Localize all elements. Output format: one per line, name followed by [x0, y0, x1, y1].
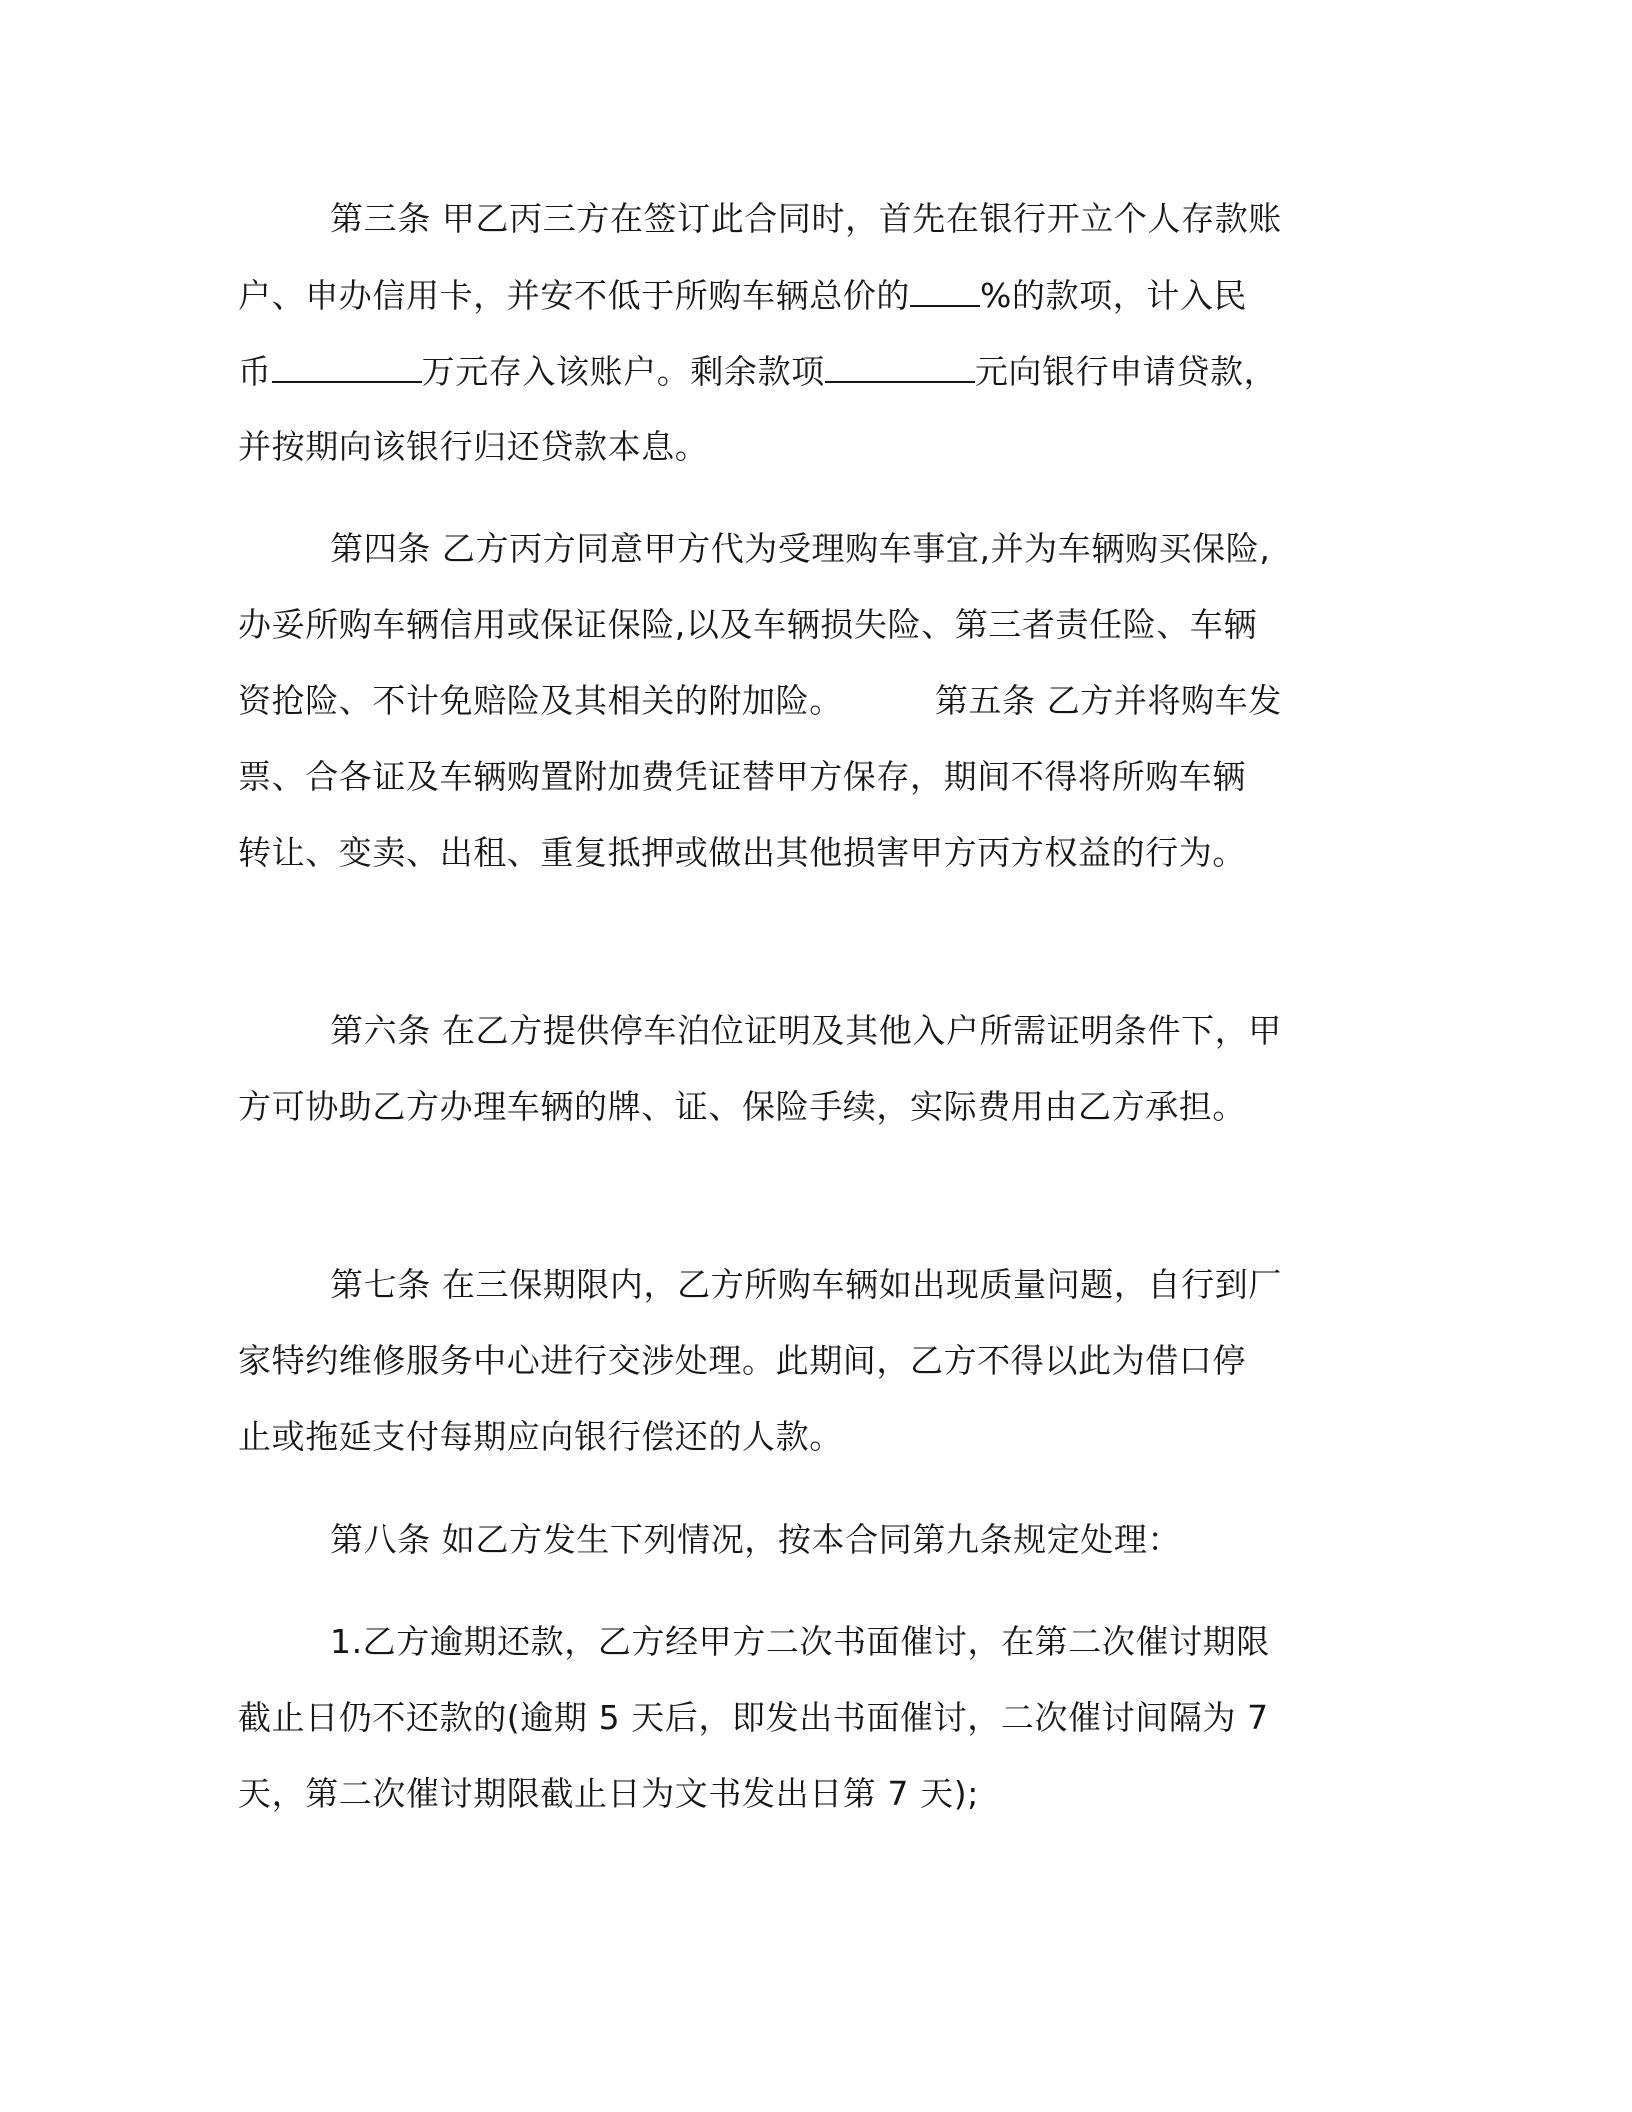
text-segment: 第五条 乙方并将购车发: [934, 681, 1282, 720]
text-line: 家特约维修服务中心进行交涉处理。此期间，乙方不得以此为借口停: [238, 1341, 1246, 1380]
text-line: [238, 275, 1247, 316]
text-segment: 户、申办信用卡，并安不低于所购车辆总价的: [238, 276, 910, 315]
fill-in-blank-remaining[interactable]: [825, 351, 975, 383]
text-line: 截止日仍不还款的(逾期 5 天后，即发出书面催讨，二次催讨间隔为 7: [238, 1698, 1269, 1737]
text-segment: 万元存入该账户。剩余款项: [421, 352, 825, 391]
text-segment: 币: [238, 352, 272, 391]
text-line: 票、合各证及车辆购置附加费凭证替甲方保存，期间不得将所购车辆: [238, 757, 1246, 796]
text-line: 并按期向该银行归还贷款本息。: [238, 427, 709, 466]
text-line: 办妥所购车辆信用或保证保险,以及车辆损失险、第三者责任险、车辆: [238, 605, 1258, 644]
text-segment: 元向银行申请贷款，: [974, 352, 1278, 391]
text-line: 止或拖延支付每期应向银行偿还的人款。: [238, 1417, 843, 1456]
text-segment: %的款项，计入民: [980, 276, 1248, 315]
text-line: 转让、变卖、出租、重复抵押或做出其他损害甲方丙方权益的行为。: [238, 833, 1246, 872]
fill-in-blank-percent[interactable]: [910, 275, 980, 307]
fill-in-blank-amount[interactable]: [272, 351, 422, 383]
text-line: 1.乙方逾期还款，乙方经甲方二次书面催讨，在第二次催讨期限: [330, 1622, 1270, 1661]
text-line: 第四条 乙方丙方同意甲方代为受理购车事宜,并为车辆购买保险,: [330, 529, 1271, 568]
text-segment: 资抢险、不计免赔险及其相关的附加险。: [238, 681, 843, 720]
text-line: 第七条 在三保期限内，乙方所购车辆如出现质量问题，自行到厂: [330, 1265, 1282, 1304]
text-line: 第八条 如乙方发生下列情况，按本合同第九条规定处理：: [330, 1520, 1182, 1559]
text-line: [238, 351, 1277, 392]
text-line: 方可协助乙方办理车辆的牌、证、保险手续，实际费用由乙方承担。: [238, 1087, 1246, 1126]
text-line: 天，第二次催讨期限截止日为文书发出日第 7 天);: [238, 1774, 979, 1813]
text-line: 第六条 在乙方提供停车泊位证明及其他入户所需证明条件下，甲: [330, 1011, 1282, 1050]
text-line: 第三条 甲乙丙三方在签订此合同时，首先在银行开立个人存款账: [330, 199, 1282, 238]
text-line: [238, 681, 1282, 721]
